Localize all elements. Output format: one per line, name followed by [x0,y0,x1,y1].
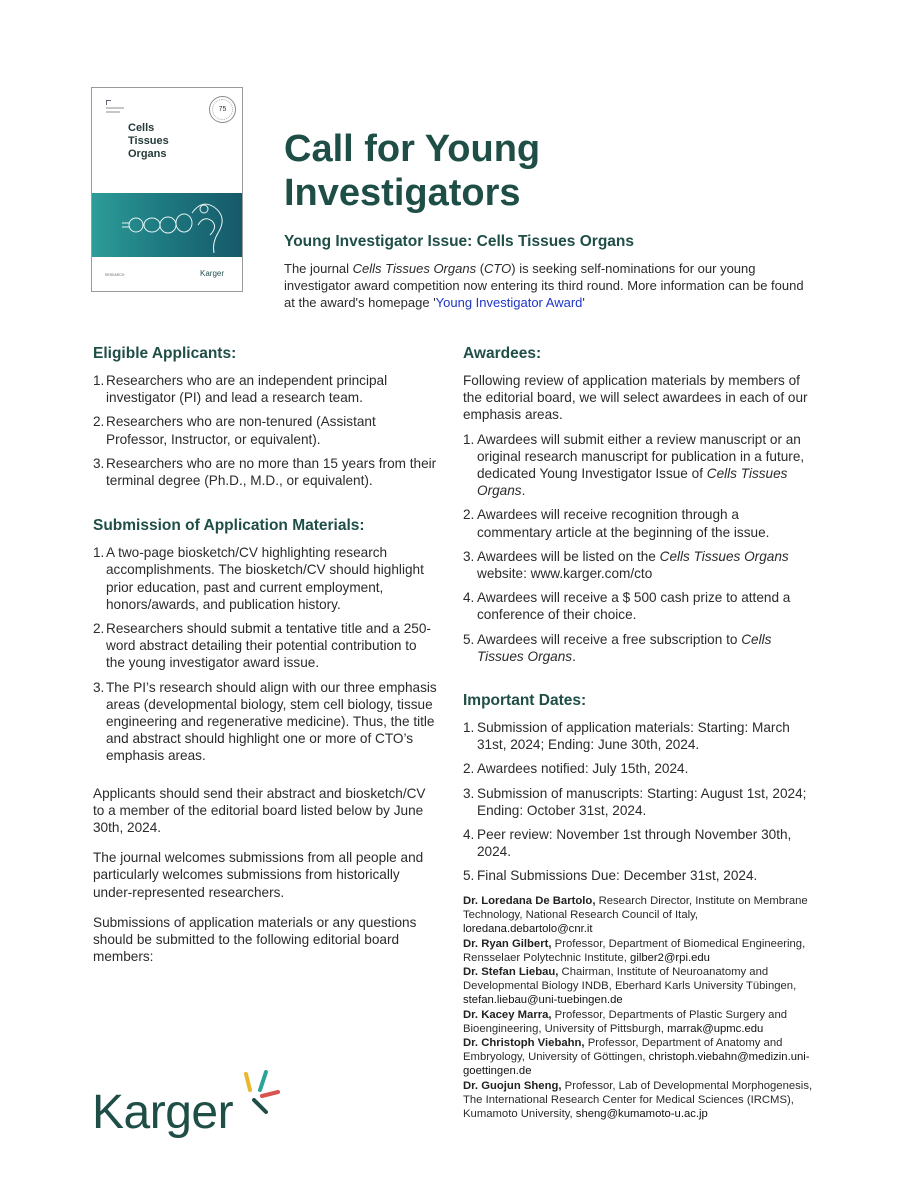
journal-name: Cells Tissues Organs [477,631,772,664]
list-item [463,785,809,819]
submission-list [93,544,438,764]
list-text: Submission of application materials: Starting: March 31st, 2024; Ending: June 30th, 2024. [477,720,790,753]
contact-entry [463,1079,813,1122]
contact-entry [463,937,813,965]
contact-name: Dr. Ryan Gilbert, [463,937,552,950]
anniversary-seal: 75 [209,96,236,123]
eligible-heading: Eligible Applicants: [93,345,237,362]
list-text: Awardees will submit either a review manuscript or an original research manuscript for publication in a future, dedicated Young Investigator Issue of [477,431,805,482]
journal-name: Cells Tissues Organs [659,548,789,564]
contact-entry [463,965,813,1008]
list-item [463,826,809,860]
right-column [463,344,809,892]
list-number: 1. [93,545,105,561]
list-number: 3. [463,785,475,801]
karger-burst-icon [236,1070,282,1120]
list-number: 2. [93,621,105,637]
contact-entry [463,1008,813,1036]
list-number: 2. [463,507,475,523]
diversity-statement: The journal welcomes submissions from all people and particularly welcomes submissions from historically under-represented researchers. [93,850,424,900]
page-title-line: Investigators [284,172,521,214]
list-item [463,589,809,623]
intro-text: ( [476,261,485,276]
list-item [463,431,809,500]
contact-email-link[interactable]: loredana.debartolo@cnr.it [463,923,593,936]
list-number: 4. [463,590,475,606]
list-item [463,719,809,753]
list-text: Final Submissions Due: December 31st, 2024. [477,868,758,884]
list-item [93,372,438,406]
applicant-instructions: Applicants should send their abstract and biosketch/CV to a member of the editorial board listed below by June 30th, 2024. [93,785,426,836]
list-number: 4. [463,827,475,843]
contact-name: Dr. Loredana De Bartolo, [463,895,596,907]
list-text: Researchers who are no more than 15 years from their terminal degree (Ph.D., M.D., or equivalent). [106,455,437,489]
list-item [463,506,809,540]
karger-logo [92,1070,282,1140]
eligible-list [93,372,438,489]
intro-text: ) is seeking self-nominations for our young investigator award competition now entering its third round. More information can be found at the award's homepage ' [284,261,804,310]
list-text: Awardees will receive a $ 500 cash prize to attend a conference of their choice. [477,590,791,623]
karger-wordmark: Karger [92,1086,234,1139]
contact-email-link[interactable]: sheng@kumamoto-u.ac.jp [575,1108,708,1121]
editorial-board-contacts [463,894,813,1121]
list-text: Awardees will be listed on the [477,548,660,564]
contact-name: Dr. Guojun Sheng, [463,1079,562,1092]
list-item [463,760,809,777]
contact-email-link[interactable]: marrak@upmc.edu [667,1022,764,1035]
list-item [93,413,438,447]
list-item [93,620,438,672]
contact-name: Dr. Kacey Marra, [463,1008,552,1021]
list-text: Peer review: November 1st through November 30th, 2024. [477,827,792,860]
list-item [463,548,809,582]
contact-affiliation: Professor, Department of Biomedical Engineering, Rensselaer Polytechnic Institute, [463,937,806,964]
left-column [93,344,438,978]
list-number: 5. [463,631,475,647]
publisher-mark-icon [106,100,128,113]
contact-entry [463,1036,813,1079]
contact-affiliation: Professor, Department of Anatomy and Embryology, University of Göttingen, [463,1037,783,1064]
list-number: 1. [93,373,105,388]
list-number: 1. [463,720,475,736]
page-title [284,127,804,215]
cover-illustration-band [92,193,242,257]
list-text: . [572,648,576,664]
list-number: 5. [463,868,475,884]
list-number: 2. [93,414,105,430]
contact-entry [463,894,813,937]
cover-journal-title [128,122,169,161]
cover-title-line: Tissues [128,135,169,147]
cover-title-line: Cells [128,122,155,134]
intro-text: The journal [284,261,353,276]
list-number: 3. [93,455,105,471]
list-text: website: www.karger.com/cto [477,566,653,582]
awardees-intro: Following review of application materials by members of the editorial board, we will select awardees in each of our emphasis areas. [463,373,808,423]
contact-name: Dr. Christoph Viebahn, [463,1037,585,1050]
list-text: Researchers should submit a tentative title and a 250-word abstract detailing their potential contribution to the young investigator award issue. [106,621,431,671]
contact-affiliation: Chairman, Institute of Neuroanatomy and Developmental Biology INDB, Eberhard Karls University Tübingen, [463,966,797,993]
cover-publisher-logo: Karger [200,269,225,278]
intro-text: ' [582,295,585,310]
page-title-line: Call for Young [284,128,541,170]
list-item [463,867,809,884]
issue-heading: Young Investigator Issue: Cells Tissues Organs [284,233,634,250]
awardees-list [463,431,809,665]
journal-cover-image [91,87,243,292]
list-text: Awardees will receive recognition through a commentary article at the beginning of the issue. [477,507,770,540]
award-homepage-link[interactable]: Young Investigator Award [435,295,583,310]
list-number: 3. [463,548,475,564]
contact-email-link[interactable]: gilber2@rpi.edu [630,951,710,964]
intro-paragraph [284,260,804,311]
awardees-heading: Awardees: [463,345,542,362]
list-number: 3. [93,679,105,695]
contact-affiliation: Professor, Departments of Plastic Surgery and Bioengineering, University of Pittsburgh, [463,1008,788,1035]
submission-contact-note: Submissions of application materials or any questions should be submitted to the following editorial board members: [93,914,417,965]
submission-heading: Submission of Application Materials: [93,517,365,535]
list-text: Awardees will receive a free subscription to [477,631,742,647]
contact-name: Dr. Stefan Liebau, [463,966,559,979]
list-text: . [521,483,526,499]
intro-journal-name: Cells Tissues Organs [352,261,477,276]
list-text: Awardees notified: July 15th, 2024. [477,761,689,777]
list-text: Submission of manuscripts: Starting: August 1st, 2024; Ending: October 31st, 2024. [477,785,807,818]
list-text: Researchers who are an independent principal investigator (PI) and lead a research team. [106,373,388,406]
list-item [93,679,438,765]
dates-list [463,719,809,885]
dates-heading: Important Dates: [463,692,587,710]
list-item [463,631,809,665]
intro-abbr: CTO [484,261,512,276]
contact-email-link[interactable]: christoph.viebahn@medizin.uni-goettingen.de [463,1051,810,1078]
list-text: A two-page biosketch/CV highlighting research accomplishments. The biosketch/CV should highlight prior education, past and current employment, honors/awards, and publication history. [106,545,424,612]
cell-sketch-icon [92,193,242,257]
list-number: 2. [463,761,475,777]
list-item [93,544,438,613]
list-text: Researchers who are non-tenured (Assistant Professor, Instructor, or equivalent). [106,414,376,447]
contact-affiliation: Professor, Lab of Developmental Morphogenesis, The International Research Center for Medical Sciences (IRCMS), Kumamoto University, [463,1079,813,1121]
contact-email-link[interactable]: stefan.liebau@uni-tuebingen.de [463,994,623,1007]
cover-footer-label: RESEARCH [105,273,125,277]
list-text: The PI’s research should align with our three emphasis areas (developmental biology, stem cell biology, tissue engineering and regenerative medicine). Thus, the title and abstract should highlight one or more of CTO’s emphasis areas. [106,679,437,764]
list-item [93,455,438,489]
journal-name: Cells Tissues Organs [477,466,788,499]
contact-affiliation: Research Director, Institute on Membrane Technology, National Research Council of Italy, [463,895,808,922]
cover-title-line: Organs [128,148,167,160]
list-number: 1. [463,431,475,447]
